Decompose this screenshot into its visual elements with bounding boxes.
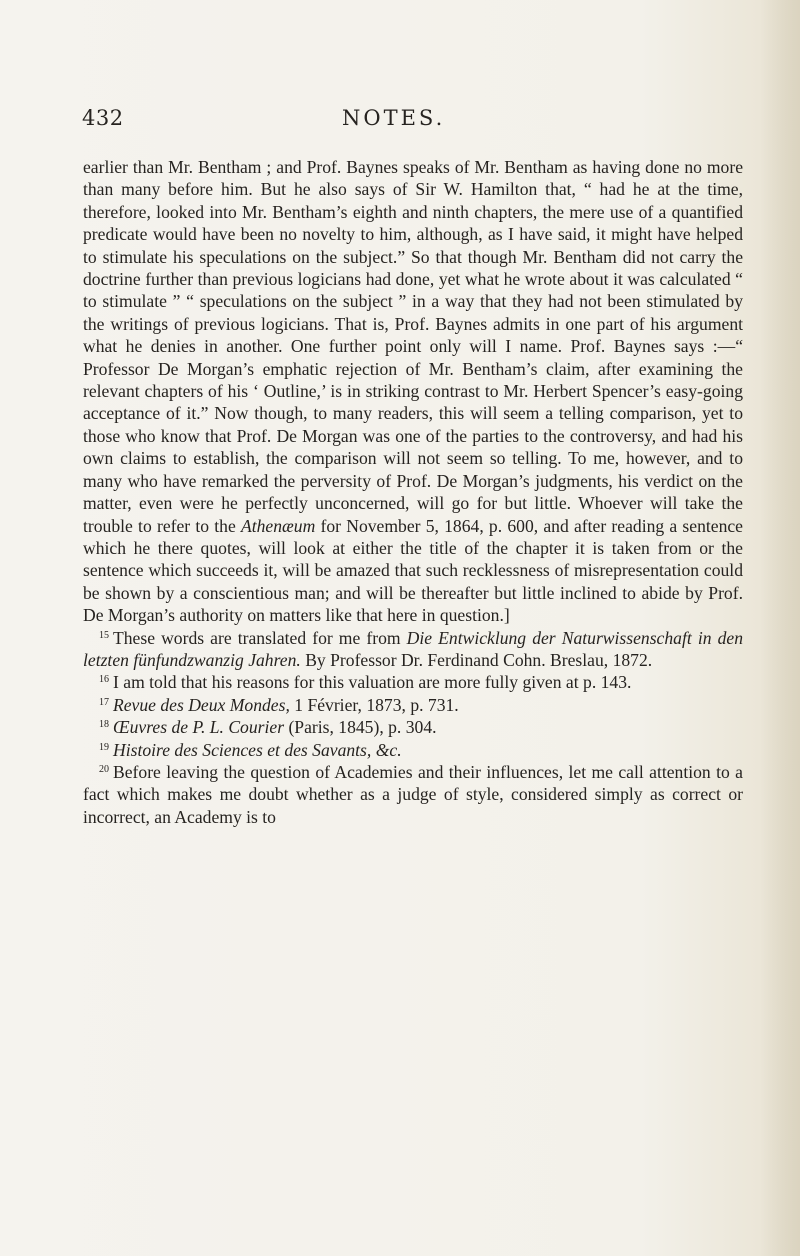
footnote-15 <box>83 627 743 672</box>
page-number: 432 <box>82 106 124 130</box>
footnote-book-title: Histoire des Sciences et des Savants, &c. <box>113 739 402 760</box>
footnote-19 <box>83 739 743 761</box>
athenaeum-title: Athenæum <box>241 515 316 536</box>
running-head <box>82 106 732 136</box>
body-text-part-1: earlier than Mr. Bentham ; and Prof. Baynes speaks of Mr. Bentham as having done no more than many before him. But he also says of Sir W. Hamilton that, “ had he at the time, therefore, looked into Mr. Bentham’s eighth and ninth chapters, the mere use of a quantified predicate would have been no novelty to him, although, as I have said, it might have helped to stimulate his speculations on the subject.” So that though Mr. Bentham did not carry the doctrine further than previous logicians had done, yet what he wrote about it was calculated “ to stimulate ” “ speculations on the subject ” in a way that they had not been stimulated by the writings of previous logicians. That is, Prof. Baynes admits in one part of his argument what he denies in another. One further point only will I name. Prof. Baynes says :—“ Professor De Morgan’s emphatic rejection of Mr. Bentham’s claim, after examining the relevant chapters of his ‘ Outline,’ is in striking contrast to Mr. Herbert Spencer’s easy-going acceptance of it.” Now though, to many readers, this will seem a telling comparison, yet to those who know that Prof. De Morgan was one of the parties to the controversy, and had his own claims to establish, the comparison will not seem so telling. To me, however, and to many who have remarked the perversity of Prof. De Morgan’s judgments, his verdict on the matter, even were he perfectly unconcerned, will go for but little. Whoever will take the trouble to refer to the <box>83 157 743 536</box>
footnote-18 <box>83 716 743 738</box>
footnote-text: Before leaving the question of Academies and their influences, let me call attention to a fact which makes me doubt whether as a judge of style, considered simply as correct or incorrect, an Academy is to <box>83 761 743 827</box>
footnote-17 <box>83 694 743 716</box>
footnote-text: 1 Février, 1873, p. 731. <box>289 694 459 715</box>
body-text-part-2: for November 5, 1864, p. 600, and after reading a sentence which he there quotes, will look at either the title of the chapter it is taken from or the sentence which succeeds it, will be amazed that such recklessness of misrepresentation could be shown by a conscientious man; and will be thereafter but little inclined to abide by Prof. De Morgan’s authority on matters like that here in question.] <box>83 515 743 626</box>
footnote-20 <box>83 761 743 828</box>
footnote-book-title: Die Entwicklung der Naturwissenschaft in den letzten fünfundzwanzig Jahren. <box>83 627 743 670</box>
body-paragraph <box>83 156 743 627</box>
footnote-number: 18 <box>99 719 109 731</box>
footnote-number: 16 <box>99 674 109 686</box>
footnote-text: By Professor Dr. Ferdinand Cohn. Breslau, 1872. <box>300 649 653 670</box>
footnote-number: 17 <box>99 696 109 708</box>
footnote-16 <box>83 671 743 693</box>
page-body <box>83 156 743 828</box>
footnote-book-title: Œuvres de P. L. Courier <box>113 717 285 738</box>
footnote-number: 15 <box>99 629 109 641</box>
page-edge-shadow <box>760 0 800 1256</box>
footnote-text: I am told that his reasons for this valuation are more fully given at p. 143. <box>113 672 632 693</box>
running-title: NOTES. <box>342 106 446 130</box>
footnote-text: (Paris, 1845), p. 304. <box>284 717 437 738</box>
footnote-number: 19 <box>99 741 109 753</box>
footnote-book-title: Revue des Deux Mondes, <box>113 694 290 715</box>
footnote-number: 20 <box>99 763 109 775</box>
footnote-text: These words are translated for me from <box>113 627 407 648</box>
